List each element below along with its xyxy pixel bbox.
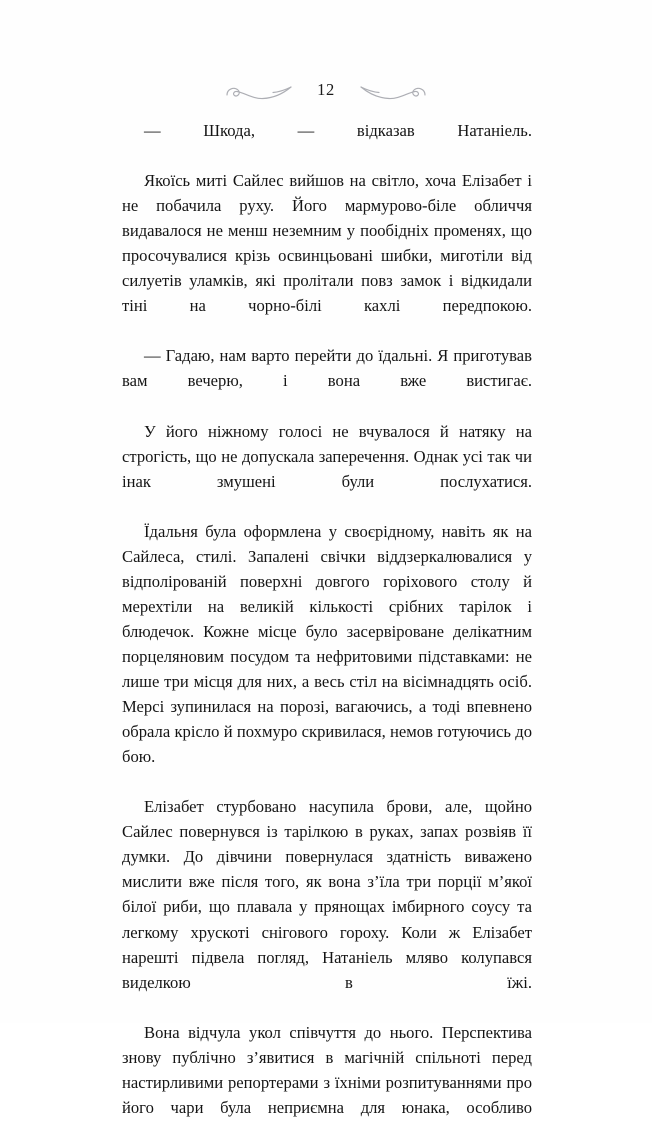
paragraph	[122, 519, 532, 795]
paragraph-text: — Шкода, — відказав Натаніель.	[144, 121, 532, 140]
running-head	[0, 74, 652, 108]
flourish-ornament-left	[223, 78, 295, 104]
paragraph	[122, 1020, 532, 1145]
paragraph-text: Елізабет стурбовано насупила брови, але, щойно Сайлес повернувся із тарілкою в руках, запах розвіяв її думки. До дівчини повернулася здатність виважено мислити вже після того, як вона з’їла три порції м’якої білої риби, що плавала у прянощах імбирного соусу та легкому хрускоті снігового гороху. Коли ж Елізабет нарешті підвела погляд, Натаніель мляво колупався виделкою в їжі.	[122, 797, 532, 992]
paragraph-text: Якоїсь миті Сайлес вийшов на світло, хоча Елізабет і не побачила руху. Його мармурово-біле обличчя видавалося не менш неземним у пообідніх променях, що просочувалися крізь освинцьовані шибки, миготіли від силуетів уламків, які пролітали повз замок і відкидали тіні на чорно-білі кахлі передпокою.	[122, 171, 532, 316]
paragraph-text: Їдальня була оформлена у своєрідному, навіть як на Сайлеса, стилі. Запалені свічки віддзеркалювалися у відполірованій поверхні довгого горіхового столу й мерехтіли на великій кількості срібних тарілок і блюдечок. Кожне місце було засервіроване делікатним порцеляновим посудом та нефритовими підставками: не лише три місця для них, а весь стіл на вісімнадцять осіб. Мерсі зупинилася на порозі, вагаючись, а тоді впевнено обрала крісло й похмуро скривилася, немов готуючись до бою.	[122, 521, 532, 767]
paragraph	[122, 118, 532, 168]
body-text	[122, 118, 532, 1145]
page-number: 12	[317, 80, 335, 100]
paragraph-text: Вона відчула укол співчуття до нього. Перспектива знову публічно з’явитися в магічній спільноті перед настирливими репортерами з їхніми розпитуваннями про його чари була неприємна для юнака, особливо	[122, 1022, 532, 1117]
paragraph-text: У його ніжному голосі не вчувалося й натяку на строгість, що не допускала заперечення. Однак усі так чи інак змушені були послухатися.	[122, 421, 532, 491]
paragraph	[122, 794, 532, 1019]
flourish-ornament-right	[357, 78, 429, 104]
paragraph	[122, 419, 532, 519]
paragraph	[122, 168, 532, 343]
paragraph	[122, 343, 532, 418]
paragraph-text: — Гадаю, нам варто перейти до їдальні. Я приготував вам вечерю, і вона вже вистигає.	[122, 346, 532, 391]
